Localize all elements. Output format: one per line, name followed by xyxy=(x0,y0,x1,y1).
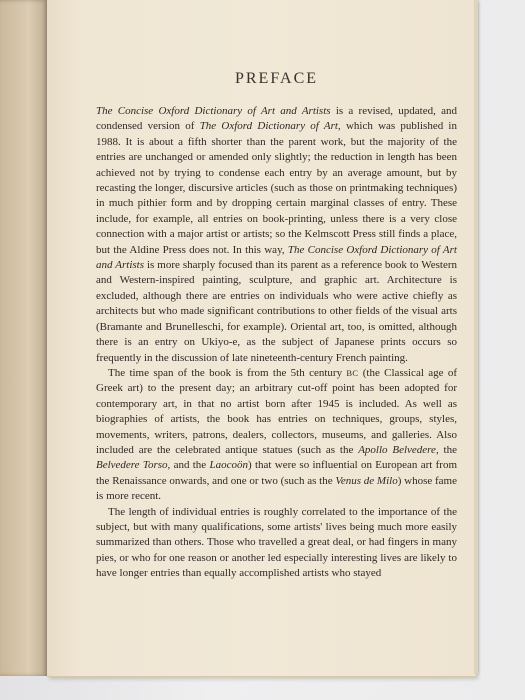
preface-paragraph xyxy=(96,104,457,366)
italic-title: Laocoön xyxy=(209,459,248,472)
italic-title: The Concise Oxford Dictionary of Art and Artists xyxy=(96,243,457,272)
preface-body xyxy=(96,104,457,582)
paragraph-text: is more sharply focused than its parent as a reference book to Western and Western-inspired painting, sculpture, and graphic art. Architecture is excluded, although there are entries on individuals who were active chiefly as architects but who made significant contributions to other fields of the visual arts (Bramante and Brunelleschi, for example). Oriental art, too, is omitted, although there is an entry on Ukiyo-e, as the subject of Japanese prints occurs so frequently in the discussion of late nineteenth-century French painting. xyxy=(96,259,457,364)
paragraph-text: , the xyxy=(435,443,457,456)
paragraph-text: , and the xyxy=(167,459,210,472)
paragraph-text: , which was published in 1988. It is about a fifth shorter than the parent work, but the majority of the entries are unchanged or amended only slightly; the reduction in length has been achieved not by trying to condense each entry by an average amount, but by recasting the longer, discursive articles (such as those on printmaking techniques) in much pithier form and by dropping certain marginal classes of entry. These include, for example, all entries on book-printing, unless there is a very close connection with a major artist or artists; so the Kelmscott Press still finds a place, but the Aldine Press does not. In this way, xyxy=(96,120,457,256)
page-title: PREFACE xyxy=(234,70,319,87)
paragraph-text: ) whose fame is more recent. xyxy=(96,474,457,503)
italic-title: The Concise Oxford Dictionary of Art and Artists xyxy=(96,105,331,117)
italic-title: The Oxford Dictionary of Art xyxy=(199,120,338,133)
preface-paragraph xyxy=(96,505,457,582)
italic-title: Belvedere Torso xyxy=(96,459,168,472)
italic-title: Venus de Milo xyxy=(335,474,398,487)
preface-paragraph xyxy=(96,366,457,505)
paragraph-text: ) that were so influential on European art from the Renaissance onwards, and one or two (such as the xyxy=(96,459,458,487)
paragraph-text: (the Classical age of Greek art) to the present day; an arbitrary cut-off point has been adopted for contemporary art, in that no artist born after 1945 is included. As well as biographies of artists, the book has entries on techniques, groups, styles, movements, writers, patrons, dealers, collectors, museums, and galleries. Also included are the celebrated antique statues (such as the xyxy=(96,366,457,456)
italic-title: Apollo Belvedere xyxy=(358,443,436,456)
paragraph-text: is a revised, updated, and condensed version of xyxy=(96,105,458,133)
page-fore-edge xyxy=(474,0,478,674)
paragraph-text: The length of individual entries is roughly correlated to the importance of the subject, but with many qualifications, some artists' lives being much more easily summarized than others. Those who travelled a great deal, or had fingers in many pies, or who for one reason or another led especially interesting lives are likely to have longer entries than equally accomplished artists who stayed xyxy=(96,505,457,580)
small-caps-text: BC xyxy=(346,367,359,378)
previous-page-edge xyxy=(0,0,48,676)
paragraph-text: The time span of the book is from the 5th century xyxy=(108,366,347,379)
